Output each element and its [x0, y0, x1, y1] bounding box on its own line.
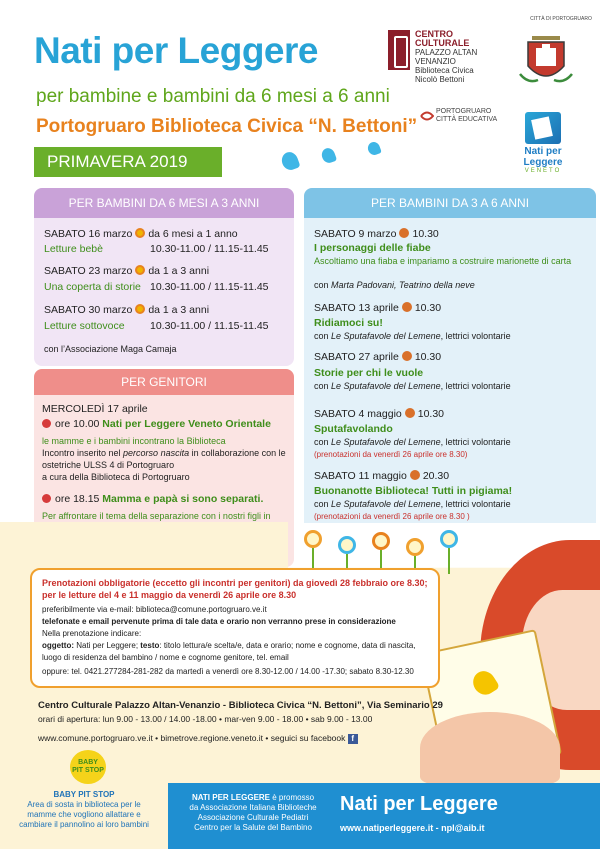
- event-title: Sputafavolando: [314, 423, 393, 435]
- event-times: 10.30-11.00 / 11.15-11.45: [150, 243, 269, 255]
- event-with: con Le Sputafavole del Lemene, lettrici volontarie: [314, 499, 511, 509]
- library-name: Portogruaro Biblioteca Civica “N. Bettoni”: [36, 116, 418, 137]
- section-heading-3y-6y: PER BAMBINI DA 3 A 6 ANNI: [304, 188, 596, 218]
- section-heading-genitori: PER GENITORI: [34, 369, 294, 395]
- booking-line: Nella prenotazione indicare:: [42, 629, 142, 638]
- npl-book-icon: [525, 112, 561, 144]
- event-title: I personaggi delle fiabe: [314, 242, 431, 254]
- butterfly-icon: [469, 667, 500, 699]
- centro-culturale-mark-icon: [388, 30, 410, 70]
- event-heading: ore 10.00 Nati per Leggere Veneto Orientale: [42, 418, 271, 431]
- address: Centro Culturale Palazzo Altan-Venanzio - Biblioteca Civica “N. Bettoni”, Via Seminario 29: [38, 700, 443, 711]
- flower-icon: [440, 530, 458, 548]
- section-6m-3y: [34, 218, 294, 366]
- event-date: SABATO 13 aprile 10.30: [314, 302, 442, 314]
- booking-line: oggetto: Nati per Leggere; testo: titolo lettura/e scelta/e, data e orario; nome e cognome, data di nascita,: [42, 641, 416, 650]
- event-times: 10.30-11.00 / 11.15-11.45: [150, 320, 269, 332]
- event-line: Per affrontare il tema della separazione con i nostri figli in: [42, 511, 271, 521]
- baby-pit-stop-logo: BABY PIT STOP: [70, 750, 106, 784]
- event-heading: ore 18.15 Mamma e papà si sono separati.: [42, 493, 263, 506]
- event-title: Letture sottovoce: [44, 320, 125, 332]
- event-date: SABATO 30 marzo da 1 a 3 anni: [44, 304, 210, 316]
- centro-culturale-logo: [388, 29, 504, 84]
- event-line: ostetriche ULSS 4 di Portogruaro: [42, 460, 175, 470]
- organizer-note: con l’Associazione Maga Camaja: [44, 344, 177, 354]
- butterfly-icon: [279, 150, 300, 172]
- flower-icon: [406, 538, 424, 556]
- section-3y-6y: [304, 218, 596, 523]
- flower-icon: [405, 408, 415, 418]
- sun-icon: [135, 265, 145, 275]
- event-times: 10.30-11.00 / 11.15-11.45: [150, 281, 269, 293]
- web-links[interactable]: www.comune.portogruaro.ve.it • bimetrove.regione.veneto.it • seguici su facebook f: [38, 733, 443, 744]
- season-banner: PRIMAVERA 2019: [34, 147, 222, 177]
- event-date: SABATO 23 marzo da 1 a 3 anni: [44, 265, 210, 277]
- citta-educativa-mark-icon: [420, 109, 434, 123]
- booking-note: (prenotazioni da venerdì 26 aprile ore 8.30): [314, 450, 468, 459]
- event-date: SABATO 16 marzo da 6 mesi a 1 anno: [44, 228, 238, 240]
- footer-bar: [168, 783, 600, 849]
- flower-icon: [372, 532, 390, 550]
- event-desc: Ascoltiamo una fiaba e impariamo a costruire marionette di carta: [314, 256, 572, 266]
- event-title: Storie per chi le vuole: [314, 367, 424, 379]
- city-label: CITTÀ DI PORTOGRUARO: [530, 16, 592, 22]
- event-title: Ridiamoci su!: [314, 317, 383, 329]
- event-with: con Le Sputafavole del Lemene, lettrici volontarie: [314, 437, 511, 447]
- flower-icon: [410, 470, 420, 480]
- npl-brand: Nati per Leggere: [340, 793, 498, 815]
- event-date: SABATO 4 maggio 10.30: [314, 408, 445, 420]
- event-with: con Marta Padovani, Teatrino della neve: [314, 280, 475, 290]
- page-subtitle: per bambine e bambini da 6 mesi a 6 anni: [36, 86, 390, 107]
- facebook-icon[interactable]: f: [348, 734, 358, 744]
- bullet-icon: [42, 419, 51, 428]
- npl-veneto-logo: Nati per Leggere VENETO: [518, 112, 568, 174]
- event-title: Una coperta di storie: [44, 281, 141, 293]
- booking-note: (prenotazioni da venerdì 26 aprile ore 8.30 ): [314, 512, 470, 521]
- flower-icon: [304, 530, 322, 548]
- booking-line: luogo di residenza del bambino / nome e cognome genitore, tel. email: [42, 653, 289, 662]
- event-date: SABATO 9 marzo 10.30: [314, 228, 439, 240]
- butterfly-icon: [366, 140, 382, 156]
- booking-info-box: [30, 568, 440, 688]
- city-crest-icon: [514, 30, 578, 90]
- event-line: a cura della Biblioteca di Portogruaro: [42, 472, 190, 482]
- page-title: Nati per Leggere: [34, 30, 318, 71]
- sun-icon: [135, 228, 145, 238]
- flower-icon: [338, 536, 356, 554]
- event-title: Buonanotte Biblioteca! Tutti in pigiama!: [314, 485, 513, 497]
- opening-hours: orari di apertura: lun 9.00 - 13.00 / 14.00 -18.00 • mar-ven 9.00 - 18.00 • sab 9.00 - 13.00: [38, 714, 373, 724]
- booking-line: per le letture del 4 e 11 maggio da venerdì 26 aprile ore 8.30: [42, 590, 297, 600]
- flower-icon: [399, 228, 409, 238]
- event-date: MERCOLEDÌ 17 aprile: [42, 403, 148, 415]
- event-date: SABATO 27 aprile 10.30: [314, 351, 442, 363]
- event-line: Incontro inserito nel percorso nascita in collaborazione con le: [42, 448, 286, 458]
- event-title: Letture bebè: [44, 243, 103, 255]
- booking-line: telefonate e email pervenute prima di tale data e orario non verranno prese in considerazione: [42, 617, 396, 626]
- contacts: [38, 700, 443, 744]
- event-date: SABATO 11 maggio 20.30: [314, 470, 450, 482]
- event-with: con Le Sputafavole del Lemene, lettrici volontarie: [314, 331, 511, 341]
- event-line: le mamme e i bambini incontrano la Biblioteca: [42, 436, 226, 446]
- event-with: con Le Sputafavole del Lemene, lettrici volontarie: [314, 381, 511, 391]
- npl-website[interactable]: www.natiperleggere.it - npl@aib.it: [340, 823, 485, 833]
- section-heading-6m-3y: PER BAMBINI DA 6 MESI A 3 ANNI: [34, 188, 294, 218]
- booking-email: preferibilmente via e-mail: biblioteca@comune.portogruaro.ve.it: [42, 605, 267, 614]
- baby-pit-stop-info: BABY PIT STOP Area di sosta in biblioteca per le mamme che vogliono allattare e cambiare il pannolino ai loro bambini: [19, 790, 149, 829]
- flower-icon: [402, 351, 412, 361]
- centro-culturale-text: CENTRO CULTURALE PALAZZO ALTAN VENANZIO Biblioteca Civica Nicolò Bettoni: [415, 29, 478, 84]
- bullet-icon: [42, 494, 51, 503]
- booking-phone: oppure: tel. 0421.277284-281-282 da martedì a venerdì ore 8.30-12.00 / 14.00 -17.30; sabato 8.30-12.30: [42, 667, 414, 676]
- booking-line: Prenotazioni obbligatorie (eccetto gli incontri per genitori) da giovedì 28 febbraio ore 8.30;: [42, 578, 428, 588]
- npl-promoters: NATI PER LEGGERE è promosso da Associazione Italiana Biblioteche Associazione Culturale Pediatri Centro per la Salute del Bambino: [189, 793, 317, 832]
- sun-icon: [135, 304, 145, 314]
- butterfly-icon: [320, 146, 337, 165]
- flower-icon: [402, 302, 412, 312]
- citta-educativa-logo: PORTOGRUARO CITTÀ EDUCATIVA: [420, 108, 497, 124]
